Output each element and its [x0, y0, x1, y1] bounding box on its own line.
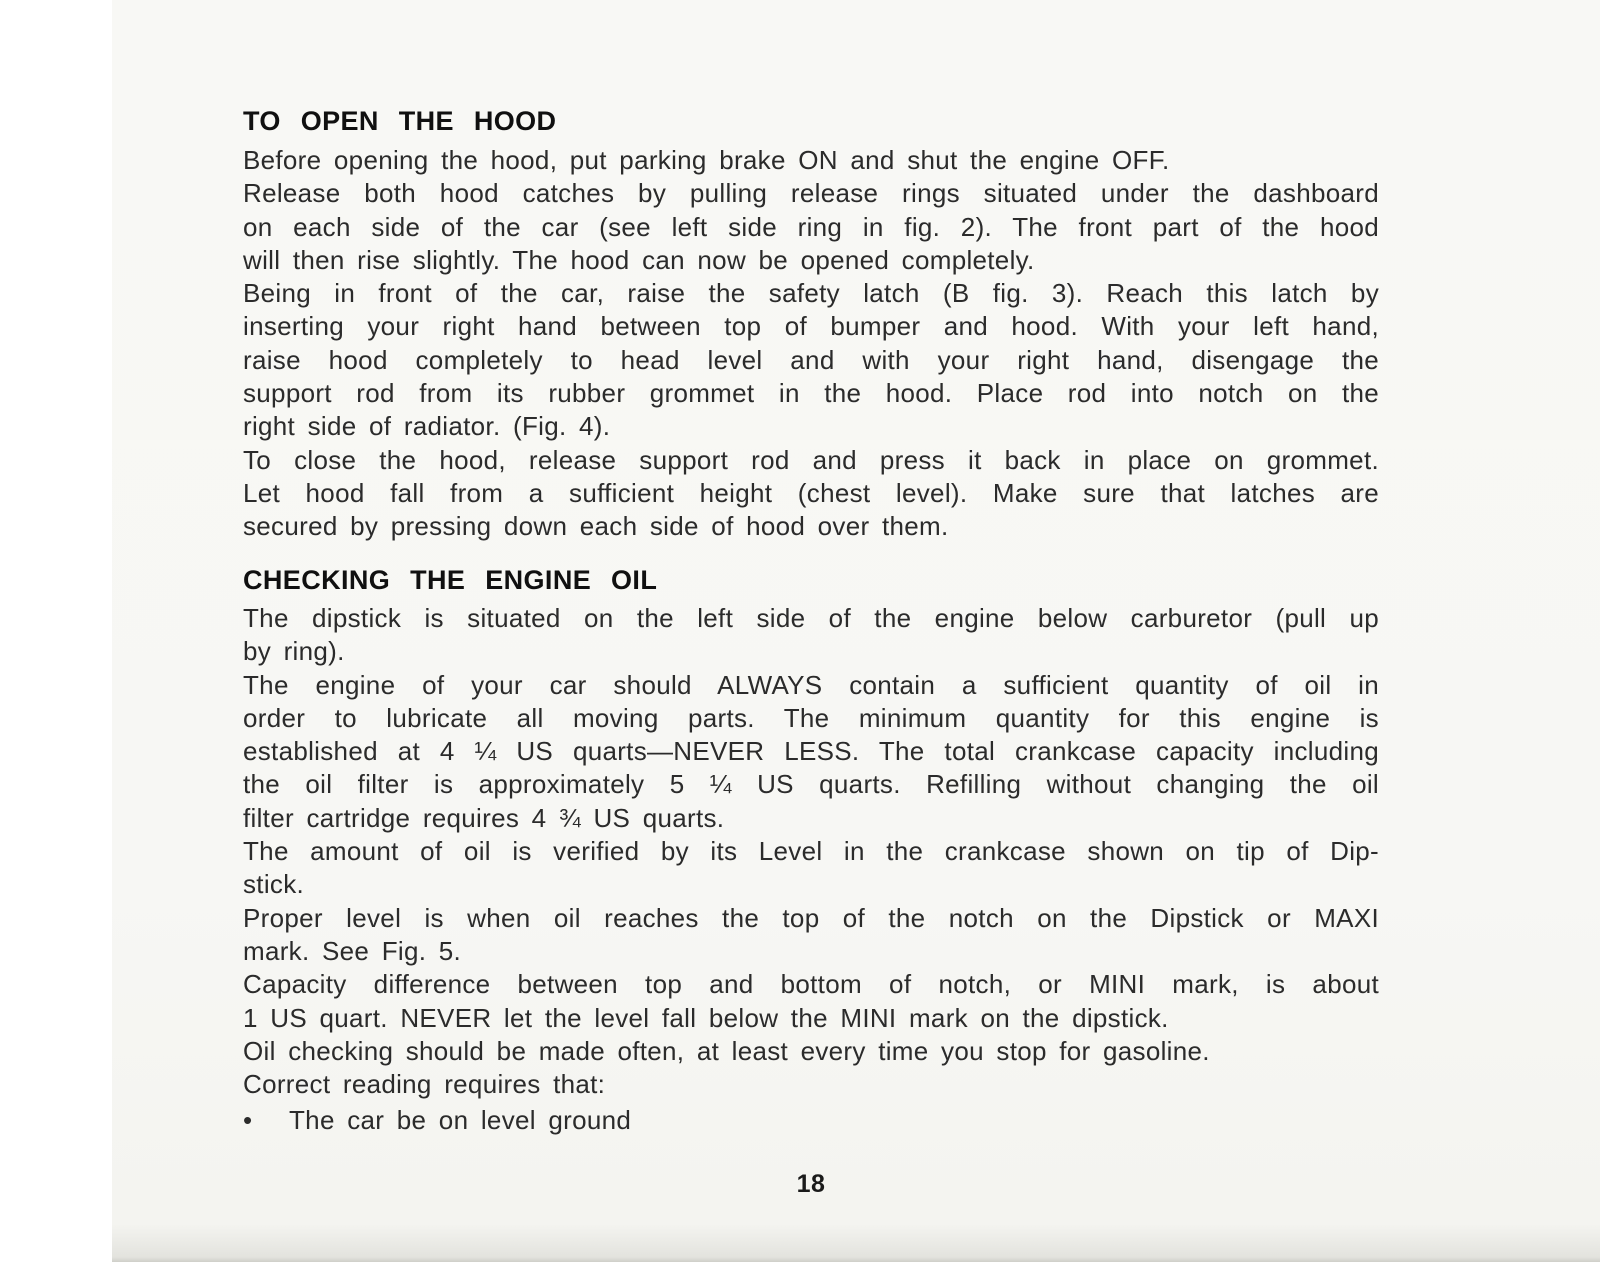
list-item-text: The car be on level ground: [289, 1105, 632, 1135]
bullet-icon: •: [243, 1105, 253, 1135]
text-line: raise hood completely to head level and with your right hand, disengage the: [243, 344, 1379, 375]
text-line: stick.: [243, 869, 305, 900]
section-checking-engine-oil-heading-wrap: [243, 563, 1379, 597]
text-line: established at 4 ¼ US quarts—NEVER LESS. The total crankcase capacity including: [243, 736, 1379, 767]
text-line: secured by pressing down each side of hood over them.: [243, 511, 949, 542]
section-checking-engine-oil-body: [243, 602, 1379, 1101]
text-line: 1 US quart. NEVER let the level fall below the MINI mark on the dipstick.: [243, 1002, 1169, 1033]
text-line: order to lubricate all moving parts. The minimum quantity for this engine is: [243, 702, 1379, 733]
text-line: The dipstick is situated on the left side of the engine below carburetor (pull up: [243, 603, 1379, 633]
text-line: To close the hood, release support rod and press it back in place on grommet.: [243, 444, 1379, 475]
text-line: The amount of oil is verified by its Level in the crankcase shown on tip of Dip-: [243, 836, 1379, 867]
section-heading: TO OPEN THE HOOD: [243, 106, 557, 136]
text-line: Being in front of the car, raise the safety latch (B fig. 3). Reach this latch by: [243, 278, 1379, 309]
text-line: inserting your right hand between top of bumper and hood. With your left hand,: [243, 311, 1379, 342]
text-line: Before opening the hood, put parking brake ON and shut the engine OFF.: [243, 145, 1170, 175]
section-heading: CHECKING THE ENGINE OIL: [243, 565, 658, 595]
text-line: The engine of your car should ALWAYS contain a sufficient quantity of oil in: [243, 669, 1379, 700]
text-line: Oil checking should be made often, at least every time you stop for gasoline.: [243, 1035, 1210, 1066]
text-line: right side of radiator. (Fig. 4).: [243, 411, 611, 442]
text-line: mark. See Fig. 5.: [243, 935, 462, 966]
text-line: Release both hood catches by pulling release rings situated under the dashboard: [243, 178, 1379, 209]
manual-page: [112, 0, 1600, 1262]
text-line: the oil filter is approximately 5 ¼ US quarts. Refilling without changing the oil: [243, 769, 1379, 800]
text-line: on each side of the car (see left side ring in fig. 2). The front part of the hood: [243, 211, 1379, 242]
text-line: Correct reading requires that:: [243, 1069, 606, 1100]
bullet-list: [243, 1104, 1379, 1137]
page-number: 18: [796, 1170, 826, 1198]
page-number-wrap: [243, 1170, 1379, 1199]
text-line: support rod from its rubber grommet in the hood. Place rod into notch on the: [243, 378, 1379, 409]
list-item: [243, 1104, 1379, 1137]
section-open-the-hood-heading-wrap: [243, 104, 1379, 138]
text-line: filter cartridge requires 4 ¾ US quarts.: [243, 802, 725, 833]
text-line: Capacity difference between top and bottom of notch, or MINI mark, is about: [243, 969, 1379, 1000]
text-line: will then rise slightly. The hood can now be opened completely.: [243, 244, 1035, 275]
text-line: by ring).: [243, 636, 345, 667]
section-open-the-hood-body: [243, 144, 1379, 544]
text-line: Let hood fall from a sufficient height (chest level). Make sure that latches are: [243, 477, 1379, 508]
text-line: Proper level is when oil reaches the top of the notch on the Dipstick or MAXI: [243, 902, 1379, 933]
